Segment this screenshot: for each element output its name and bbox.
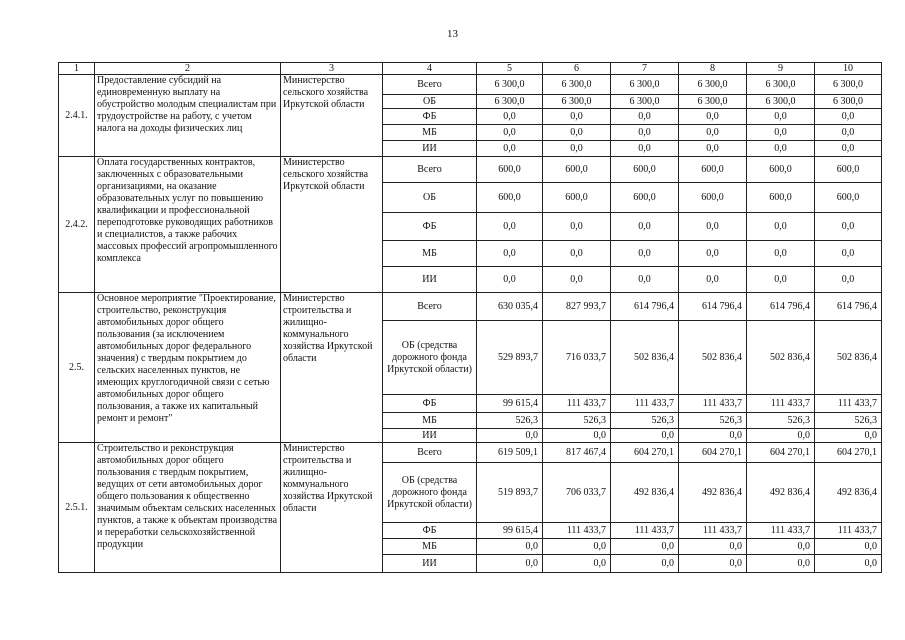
- value-cell: 0,0: [679, 241, 747, 267]
- item-name: Основное мероприятие "Проектирование, строительство, реконструкция автомобильных дорог общего пользования (за исключением автомобильных дорог федерального значения) с твердым покрытием до сельских населенных пунктов, не имеющих круглогодичной связи с сетью автомобильных дорог общего пользования, а также их капитальный ремонт и ремонт": [95, 293, 281, 443]
- value-cell: 111 433,7: [611, 395, 679, 413]
- item-number: 2.4.1.: [59, 75, 95, 157]
- value-cell: 0,0: [477, 555, 543, 573]
- value-cell: 0,0: [747, 125, 815, 141]
- value-cell: 526,3: [815, 413, 882, 429]
- value-cell: 600,0: [477, 183, 543, 213]
- funding-source: Всего: [383, 157, 477, 183]
- header-cell: 5: [477, 63, 543, 75]
- budget-table: [58, 62, 882, 573]
- value-cell: 600,0: [815, 157, 882, 183]
- table-row: [59, 293, 882, 321]
- value-cell: 0,0: [815, 429, 882, 443]
- value-cell: 0,0: [477, 429, 543, 443]
- value-cell: 604 270,1: [747, 443, 815, 463]
- item-name: Оплата государственных контрактов, заключенных с образовательными организациями, на оказание образовательных услуг по повышению квалификации и профессиональной переподготовке руководящих работников и специалистов, а также рабочих массовых профессий агропромышленного комплекса: [95, 157, 281, 293]
- item-executor: Министерство строительства и жилищно-коммунального хозяйства Иркутской области: [281, 293, 383, 443]
- value-cell: 604 270,1: [679, 443, 747, 463]
- table-row: [59, 75, 882, 95]
- funding-source: МБ: [383, 241, 477, 267]
- value-cell: 6 300,0: [679, 95, 747, 109]
- header-cell: 8: [679, 63, 747, 75]
- value-cell: 0,0: [679, 125, 747, 141]
- header-row: [59, 63, 882, 75]
- value-cell: 6 300,0: [747, 75, 815, 95]
- header-cell: 4: [383, 63, 477, 75]
- value-cell: 0,0: [477, 141, 543, 157]
- value-cell: 6 300,0: [611, 95, 679, 109]
- value-cell: 0,0: [679, 555, 747, 573]
- value-cell: 492 836,4: [815, 463, 882, 523]
- value-cell: 0,0: [747, 141, 815, 157]
- value-cell: 0,0: [747, 555, 815, 573]
- funding-source: Всего: [383, 75, 477, 95]
- funding-source: ОБ (средства дорожного фонда Иркутской области): [383, 321, 477, 395]
- value-cell: 0,0: [611, 555, 679, 573]
- item-number: 2.5.: [59, 293, 95, 443]
- value-cell: 0,0: [815, 125, 882, 141]
- value-cell: 600,0: [543, 157, 611, 183]
- value-cell: 111 433,7: [747, 395, 815, 413]
- value-cell: 0,0: [747, 429, 815, 443]
- funding-source: ФБ: [383, 395, 477, 413]
- value-cell: 502 836,4: [611, 321, 679, 395]
- value-cell: 0,0: [679, 267, 747, 293]
- value-cell: 502 836,4: [747, 321, 815, 395]
- value-cell: 99 615,4: [477, 523, 543, 539]
- value-cell: 0,0: [815, 241, 882, 267]
- value-cell: 6 300,0: [679, 75, 747, 95]
- item-executor: Министерство сельского хозяйства Иркутской области: [281, 75, 383, 157]
- value-cell: 0,0: [543, 141, 611, 157]
- item-executor: Министерство сельского хозяйства Иркутской области: [281, 157, 383, 293]
- value-cell: 526,3: [679, 413, 747, 429]
- value-cell: 6 300,0: [815, 95, 882, 109]
- funding-source: ФБ: [383, 109, 477, 125]
- value-cell: 600,0: [611, 183, 679, 213]
- value-cell: 604 270,1: [611, 443, 679, 463]
- funding-source: Всего: [383, 443, 477, 463]
- header-cell: 9: [747, 63, 815, 75]
- funding-source: ОБ: [383, 95, 477, 109]
- value-cell: 111 433,7: [611, 523, 679, 539]
- value-cell: 492 836,4: [747, 463, 815, 523]
- value-cell: 0,0: [611, 141, 679, 157]
- value-cell: 519 893,7: [477, 463, 543, 523]
- value-cell: 0,0: [815, 555, 882, 573]
- value-cell: 492 836,4: [679, 463, 747, 523]
- value-cell: 600,0: [543, 183, 611, 213]
- value-cell: 0,0: [815, 539, 882, 555]
- value-cell: 6 300,0: [747, 95, 815, 109]
- value-cell: 0,0: [747, 109, 815, 125]
- value-cell: 526,3: [611, 413, 679, 429]
- value-cell: 111 433,7: [747, 523, 815, 539]
- value-cell: 502 836,4: [679, 321, 747, 395]
- value-cell: 600,0: [815, 183, 882, 213]
- value-cell: 0,0: [747, 213, 815, 241]
- value-cell: 99 615,4: [477, 395, 543, 413]
- value-cell: 716 033,7: [543, 321, 611, 395]
- table-body: [59, 75, 882, 573]
- value-cell: 111 433,7: [679, 523, 747, 539]
- value-cell: 0,0: [747, 241, 815, 267]
- value-cell: 0,0: [543, 241, 611, 267]
- value-cell: 0,0: [477, 241, 543, 267]
- funding-source: МБ: [383, 125, 477, 141]
- item-number: 2.5.1.: [59, 443, 95, 573]
- value-cell: 600,0: [611, 157, 679, 183]
- value-cell: 0,0: [543, 109, 611, 125]
- value-cell: 0,0: [611, 429, 679, 443]
- value-cell: 0,0: [815, 141, 882, 157]
- value-cell: 600,0: [747, 157, 815, 183]
- value-cell: 0,0: [679, 429, 747, 443]
- value-cell: 0,0: [679, 213, 747, 241]
- funding-source: ИИ: [383, 141, 477, 157]
- item-name: Предоставление субсидий на единовременную выплату на обустройство молодым специалистам при трудоустройстве на работу, с учетом налога на доходы физических лиц: [95, 75, 281, 157]
- value-cell: 0,0: [611, 539, 679, 555]
- value-cell: 0,0: [815, 213, 882, 241]
- value-cell: 0,0: [747, 267, 815, 293]
- funding-source: ИИ: [383, 429, 477, 443]
- header-cell: 10: [815, 63, 882, 75]
- value-cell: 817 467,4: [543, 443, 611, 463]
- value-cell: 6 300,0: [543, 75, 611, 95]
- value-cell: 502 836,4: [815, 321, 882, 395]
- value-cell: 0,0: [543, 539, 611, 555]
- table-row: [59, 443, 882, 463]
- value-cell: 6 300,0: [815, 75, 882, 95]
- value-cell: 492 836,4: [611, 463, 679, 523]
- value-cell: 0,0: [747, 539, 815, 555]
- item-executor: Министерство строительства и жилищно-коммунального хозяйства Иркутской области: [281, 443, 383, 573]
- value-cell: 6 300,0: [611, 75, 679, 95]
- value-cell: 526,3: [747, 413, 815, 429]
- value-cell: 0,0: [815, 267, 882, 293]
- value-cell: 529 893,7: [477, 321, 543, 395]
- funding-source: ФБ: [383, 523, 477, 539]
- value-cell: 6 300,0: [477, 75, 543, 95]
- value-cell: 614 796,4: [747, 293, 815, 321]
- value-cell: 0,0: [543, 429, 611, 443]
- header-cell: 2: [95, 63, 281, 75]
- funding-source: ИИ: [383, 555, 477, 573]
- value-cell: 0,0: [477, 267, 543, 293]
- header-cell: 1: [59, 63, 95, 75]
- value-cell: 614 796,4: [815, 293, 882, 321]
- header-cell: 3: [281, 63, 383, 75]
- value-cell: 706 033,7: [543, 463, 611, 523]
- value-cell: 0,0: [477, 539, 543, 555]
- value-cell: 0,0: [543, 267, 611, 293]
- value-cell: 0,0: [611, 109, 679, 125]
- value-cell: 600,0: [477, 157, 543, 183]
- value-cell: 526,3: [543, 413, 611, 429]
- value-cell: 0,0: [611, 125, 679, 141]
- table-row: [59, 157, 882, 183]
- funding-source: МБ: [383, 413, 477, 429]
- value-cell: 0,0: [477, 109, 543, 125]
- value-cell: 0,0: [611, 267, 679, 293]
- value-cell: 614 796,4: [611, 293, 679, 321]
- value-cell: 630 035,4: [477, 293, 543, 321]
- value-cell: 111 433,7: [815, 523, 882, 539]
- value-cell: 0,0: [679, 109, 747, 125]
- value-cell: 0,0: [611, 241, 679, 267]
- value-cell: 600,0: [679, 183, 747, 213]
- funding-source: ИИ: [383, 267, 477, 293]
- value-cell: 827 993,7: [543, 293, 611, 321]
- value-cell: 111 433,7: [679, 395, 747, 413]
- value-cell: 111 433,7: [543, 523, 611, 539]
- value-cell: 6 300,0: [477, 95, 543, 109]
- funding-source: ОБ (средства дорожного фонда Иркутской области): [383, 463, 477, 523]
- value-cell: 0,0: [543, 125, 611, 141]
- item-name: Строительство и реконструкция автомобильных дорог общего пользования с твердым покрытием, ведущих от сети автомобильных дорог общего пользования к общественно значимым объектам сельских населенных пунктов, а также к объектам производства и переработки сельскохозяйственной продукции: [95, 443, 281, 573]
- value-cell: 526,3: [477, 413, 543, 429]
- item-number: 2.4.2.: [59, 157, 95, 293]
- value-cell: 0,0: [679, 141, 747, 157]
- value-cell: 0,0: [611, 213, 679, 241]
- value-cell: 600,0: [679, 157, 747, 183]
- funding-source: ОБ: [383, 183, 477, 213]
- page-number: 13: [447, 28, 458, 40]
- value-cell: 111 433,7: [815, 395, 882, 413]
- value-cell: 0,0: [477, 125, 543, 141]
- value-cell: 619 509,1: [477, 443, 543, 463]
- funding-source: МБ: [383, 539, 477, 555]
- header-cell: 6: [543, 63, 611, 75]
- value-cell: 604 270,1: [815, 443, 882, 463]
- value-cell: 0,0: [477, 213, 543, 241]
- funding-source: Всего: [383, 293, 477, 321]
- value-cell: 0,0: [815, 109, 882, 125]
- value-cell: 0,0: [543, 555, 611, 573]
- funding-source: ФБ: [383, 213, 477, 241]
- value-cell: 600,0: [747, 183, 815, 213]
- value-cell: 111 433,7: [543, 395, 611, 413]
- header-cell: 7: [611, 63, 679, 75]
- value-cell: 6 300,0: [543, 95, 611, 109]
- value-cell: 0,0: [679, 539, 747, 555]
- value-cell: 614 796,4: [679, 293, 747, 321]
- value-cell: 0,0: [543, 213, 611, 241]
